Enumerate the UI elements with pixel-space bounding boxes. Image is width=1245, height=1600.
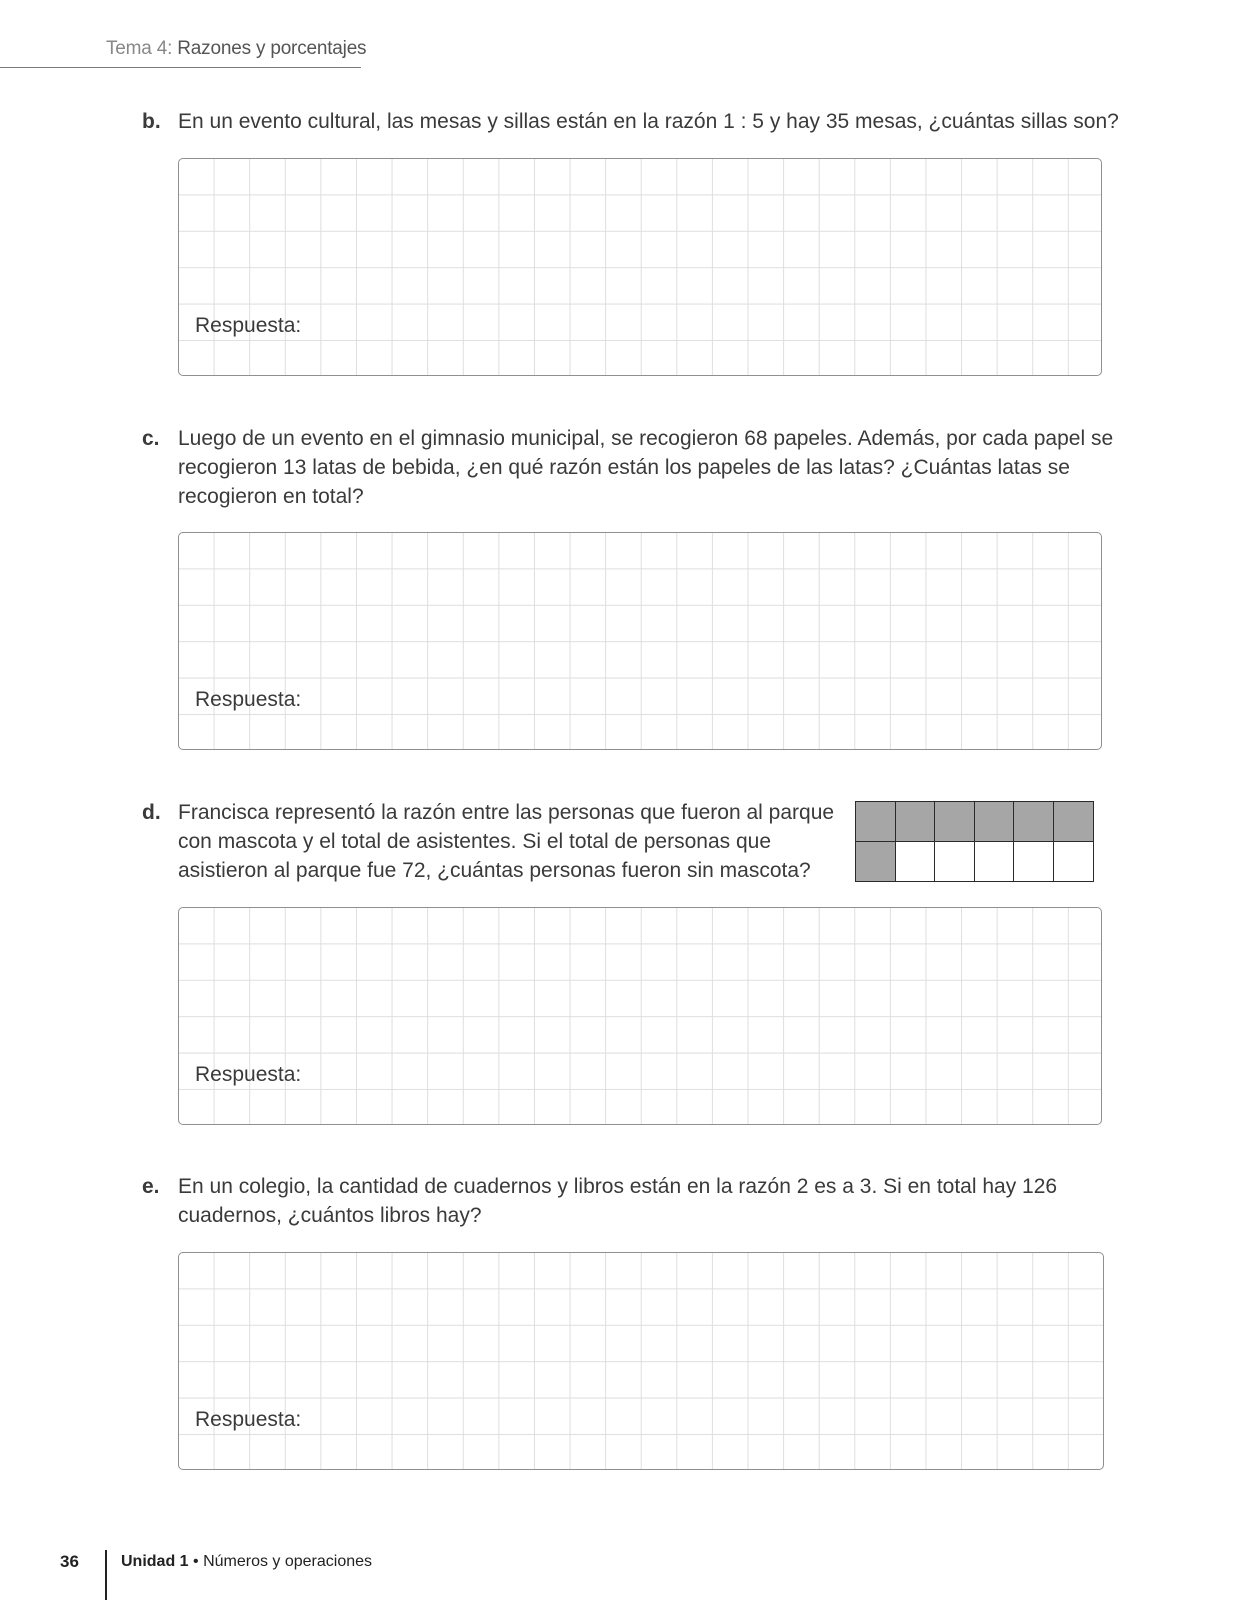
answer-label: Respuesta:: [195, 1063, 302, 1086]
ratio-cell-empty: [1013, 841, 1054, 882]
question-d: [142, 798, 842, 888]
question-text: Francisca representó la razón entre las personas que fueron al parque con mascota y el total de asistentes. Si el total de personas que asistieron al parque fue 72, ¿cuántas personas fueron sin mascota?: [178, 801, 835, 882]
question-letter: e.: [142, 1175, 160, 1198]
page-number: 36: [60, 1552, 79, 1571]
unit-name: Unidad 1: [121, 1553, 189, 1570]
footer-divider: [105, 1550, 107, 1600]
answer-grid-c[interactable]: [178, 532, 1102, 750]
ratio-cell-shaded: [934, 801, 975, 842]
question-e: [142, 1172, 1122, 1232]
ratio-cell-empty: [895, 841, 936, 882]
footer-unit: [121, 1553, 372, 1571]
answer-label: Respuesta:: [195, 1408, 302, 1431]
answer-grid-e[interactable]: [178, 1252, 1104, 1470]
question-letter: b.: [142, 110, 161, 133]
ratio-cell-empty: [934, 841, 975, 882]
question-text: En un evento cultural, las mesas y sillas están en la razón 1 : 5 y hay 35 mesas, ¿cuántas sillas son?: [178, 110, 1119, 133]
answer-label: Respuesta:: [195, 314, 302, 337]
question-b: [142, 107, 1122, 137]
ratio-cell-shaded: [1053, 801, 1094, 842]
ratio-cell-shaded: [974, 801, 1015, 842]
ratio-grid-figure: [855, 801, 1105, 885]
answer-grid-b[interactable]: [178, 158, 1102, 376]
ratio-cell-shaded: [855, 801, 896, 842]
question-letter: d.: [142, 801, 161, 824]
header-divider: [0, 67, 361, 68]
unit-topic: Números y operaciones: [203, 1553, 373, 1570]
running-header: [106, 38, 366, 60]
unit-separator: •: [188, 1553, 204, 1570]
ratio-cell-shaded: [895, 801, 936, 842]
tema-title: Razones y porcentajes: [177, 38, 367, 59]
question-text: En un colegio, la cantidad de cuadernos y libros están en la razón 2 es a 3. Si en total hay 126 cuadernos, ¿cuántos libros hay?: [178, 1175, 1058, 1227]
answer-grid-d[interactable]: [178, 907, 1102, 1125]
ratio-cell-shaded: [1013, 801, 1054, 842]
answer-label: Respuesta:: [195, 688, 302, 711]
tema-number: Tema 4:: [106, 38, 173, 59]
question-letter: c.: [142, 427, 160, 450]
ratio-cell-shaded: [855, 841, 896, 882]
question-c: [142, 424, 1122, 514]
ratio-cell-empty: [1053, 841, 1094, 882]
ratio-cell-empty: [974, 841, 1015, 882]
question-text: Luego de un evento en el gimnasio municipal, se recogieron 68 papeles. Además, por cada papel se recogieron 13 latas de bebida, ¿en qué razón están los papeles de las latas? ¿Cuántas latas se recogieron en total?: [178, 427, 1114, 508]
